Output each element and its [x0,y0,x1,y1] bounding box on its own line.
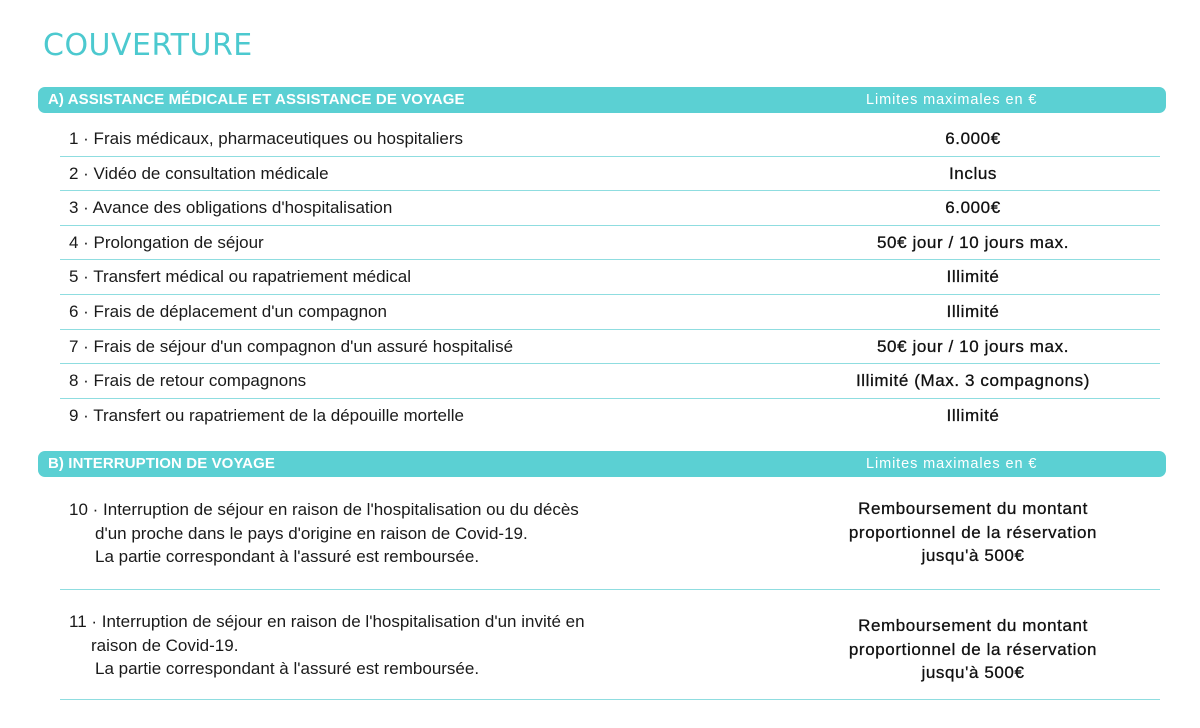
row-label-line: raison de Covid-19. [91,635,239,655]
table-row [60,399,1160,434]
row-label: 2 · Vidéo de consultation médicale [69,163,329,183]
row-limit-line: jusqu'à 500€ [921,546,1025,565]
row-limit: 6.000€ [945,129,1001,148]
table-row [60,226,1160,261]
row-label: 7 · Frais de séjour d'un compagnon d'un assuré hospitalisé [69,336,514,356]
row-label [69,610,585,681]
row-label [69,498,579,569]
table-row [60,122,1160,157]
row-limit-line: proportionnel de la réservation [848,639,1098,659]
row-label-line: d'un proche dans le pays d'origine en raison de Covid-19. [95,523,528,543]
row-label: 8 · Frais de retour compagnons [69,371,307,391]
section-b-limits-label: Limites maximales en € [866,456,1038,472]
row-limit: Illimité (Max. 3 compagnons) [855,371,1091,391]
table-row [60,157,1160,192]
row-label: 3 · Avance des obligations d'hospitalisation [69,198,393,218]
table-row [60,364,1160,399]
section-a-limits-label: Limites maximales en € [866,92,1038,108]
table-row [60,330,1160,365]
row-label-line: La partie correspondant à l'assuré est remboursée. [95,547,480,566]
row-limit: Illimité [946,301,1000,321]
section-b-header [38,451,1166,477]
page-title: COUVERTURE [43,28,253,63]
row-limit: 50€ jour / 10 jours max. [876,232,1070,252]
row-label: 5 · Transfert médical ou rapatriement médical [69,267,412,287]
table-row [60,260,1160,295]
section-a-title: A) ASSISTANCE MÉDICALE ET ASSISTANCE DE VOYAGE [48,91,465,108]
row-label-line: 11 · Interruption de séjour en raison de l'hospitalisation d'un invité en [69,612,585,631]
row-limit-line: Remboursement du montant [858,616,1088,635]
table-row [60,295,1160,330]
row-limit: 50€ jour / 10 jours max. [876,336,1070,356]
row-limit: Illimité [946,267,1000,287]
row-label: 1 · Frais médicaux, pharmaceutiques ou hospitaliers [69,129,464,148]
section-a-header [38,87,1166,113]
row-label: 9 · Transfert ou rapatriement de la dépouille mortelle [69,405,464,425]
row-limit-line: proportionnel de la réservation [848,522,1098,542]
section-a-table [60,122,1160,433]
row-limit [773,614,1173,685]
table-row [60,590,1160,700]
row-limit: 6.000€ [945,198,1001,218]
row-limit-line: jusqu'à 500€ [921,663,1025,682]
section-b-title: B) INTERRUPTION DE VOYAGE [48,455,275,472]
row-label: 6 · Frais de déplacement d'un compagnon [69,301,387,321]
row-limit: Illimité [946,405,1000,425]
section-b-table [60,486,1160,700]
row-label: 4 · Prolongation de séjour [69,232,264,252]
row-limit [773,497,1173,568]
row-limit: Inclus [948,163,997,183]
table-row [60,191,1160,226]
row-label-line: La partie correspondant à l'assuré est remboursée. [95,659,480,678]
row-limit-line: Remboursement du montant [858,499,1088,518]
table-row [60,486,1160,590]
row-label-line: 10 · Interruption de séjour en raison de l'hospitalisation ou du décès [69,500,579,519]
